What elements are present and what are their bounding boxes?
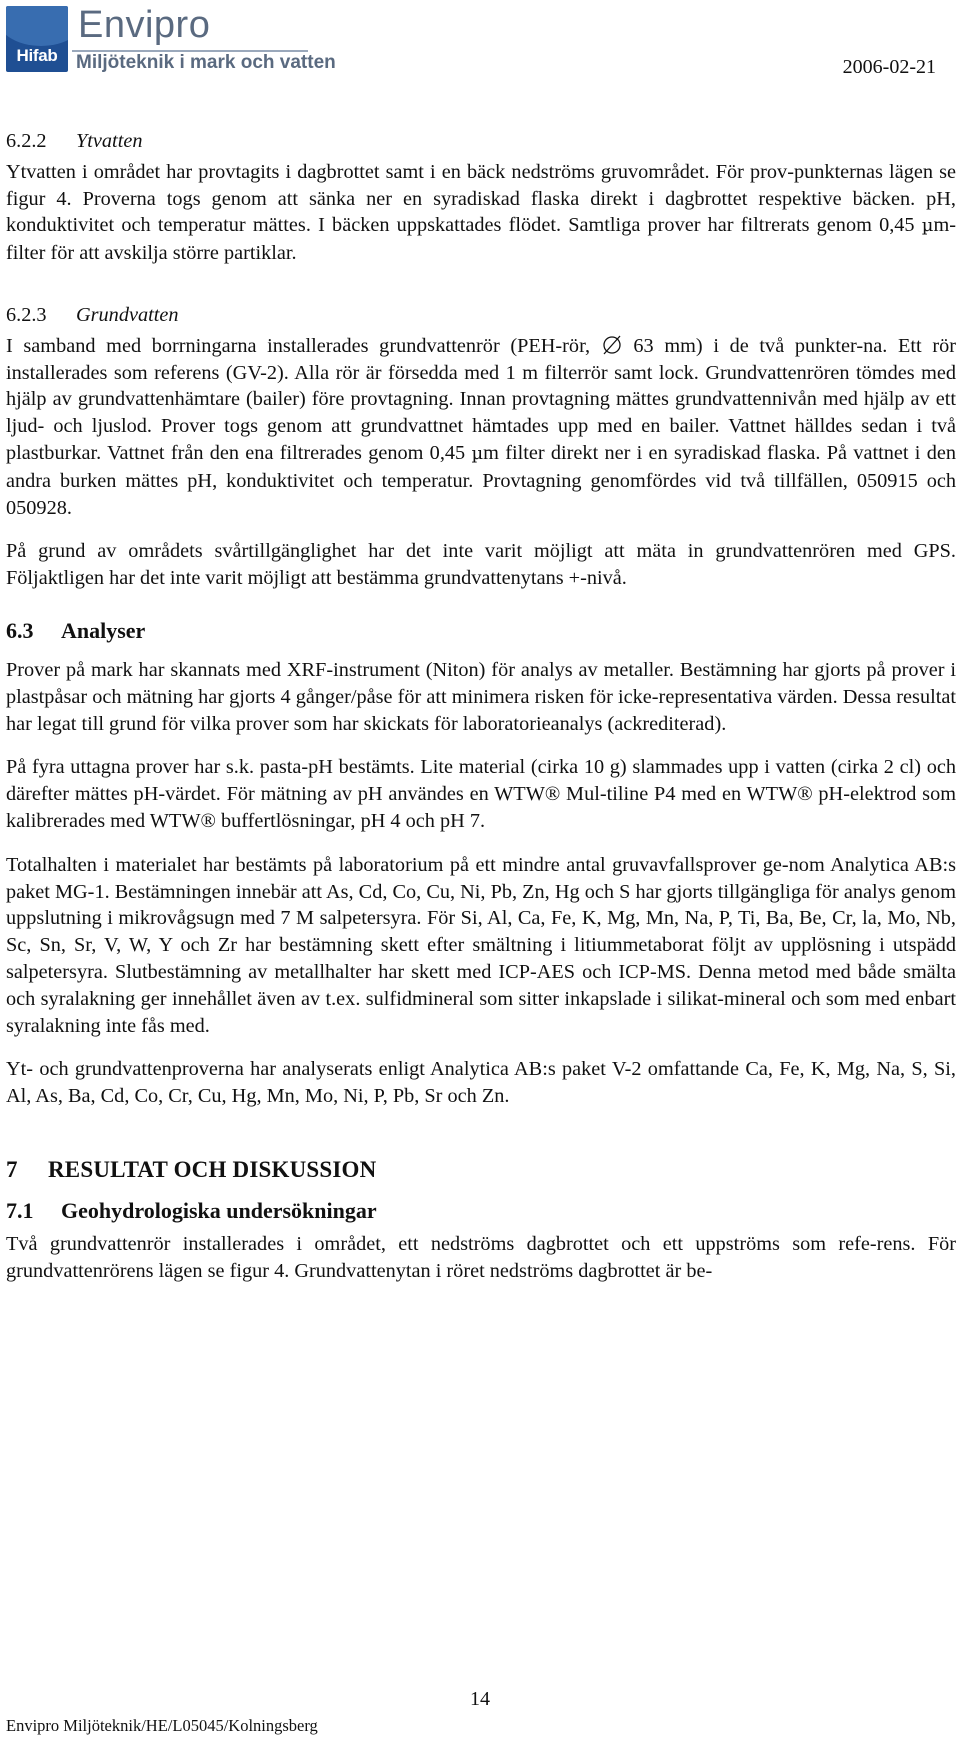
heading-title: Geohydrologiska undersökningar [61,1197,377,1223]
footer-reference: Envipro Miljöteknik/HE/L05045/Kolningsberg [6,1716,318,1735]
heading-title: RESULTAT OCH DISKUSSION [48,1156,377,1182]
heading-title: Ytvatten [76,130,143,152]
heading-7 [6,1155,956,1185]
heading-number: 6.2.3 [6,303,47,326]
paragraph-gps: På grund av områdets svårtillgänglighet har det inte varit möjligt att mäta in grundvattenrören med GPS. Följaktligen har det inte varit möjligt att bestämma grundvattenytans +-nivå. [6,540,956,590]
heading-title: Analyser [61,617,146,643]
logo-subtitle: Miljöteknik i mark och vatten [76,52,336,73]
heading-number: 6.2.2 [6,130,47,152]
company-logo [6,4,336,78]
document-body [6,128,956,1285]
heading-6-3 [6,617,956,645]
heading-number: 7 [6,1156,18,1182]
paragraph-pasta-ph: På fyra uttagna prover har s.k. pasta-pH bestämts. Lite material (cirka 10 g) slammades upp i vatten (cirka 2 cl) och därefter mättes pH-värdet. För mätning av pH användes en WTW® Mul-tiline P4 med en WTW® pH-elektrod som kalibrerades med WTW® buffertlösningar, pH 4 och pH 7. [6,756,956,832]
logo-mark-text: Hifab [16,46,58,65]
paragraph-grundvatten: I samband med borrningarna installerades grundvattenrör (PEH-rör, 63 mm) i de två punkter-na. Ett rör installerades som referens (GV-2). Alla rör är försedda med 1 m filterrör samt lock. Grundvattenrören tömdes med hjälp av grundvattenhämtare (bailer) före provtagning. Innan provtagning mättes grundvattennivån med hjälp av ett ljud- och ljuslod. Prover togs genom att grundvattnet hämtades upp med en bailer. Vattnet hälldes sedan i två plastburkar. Vattnet från den ena filtrerades genom 0,45 µm filter direkt ner i en syradiskad flaska. På vattnet i den andra burken mättes pH, konduktivitet och temperatur. Provtagning genomfördes vid två tillfällen, 050915 och 050928. [6,334,956,519]
document-date: 2006-02-21 [842,56,936,78]
paragraph-geohydrologi: Två grundvattenrör installerades i området, ett nedströms dagbrottet och ett uppströms som refe-rens. För grundvattenrörens lägen se figur 4. Grundvattenytan i röret nedströms dagbrottet är be- [6,1232,956,1282]
paragraph-xrf: Prover på mark har skannats med XRF-instrument (Niton) för analys av metaller. Bestämning har gjorts på prover i plastpåsar och mätning har gjorts 4 gånger/påse för att minimera risken för icke-representativa värden. Dessa resultat har legat till grund för vilka prover som har skickats för laboratorieanalys (ackrediterad). [6,658,956,735]
heading-number: 6.3 [6,617,34,643]
heading-6-2-2 [6,128,956,155]
heading-6-2-3 [6,302,956,329]
diameter-icon [601,334,623,356]
paragraph-ytvatten: Ytvatten i området har provtagits i dagbrottet samt i en bäck nedströms gruvområdet. För prov-punkternas lägen se figur 4. Proverna togs genom att sänka ner en syradiskad flaska direkt i dagbrottet respektive bäcken. pH, konduktivitet och temperatur mättes. I bäcken uppskattades flödet. Samtliga prover har filtrerats genom 0,45 µm-filter för att avskilja större partiklar. [6,160,956,265]
heading-title: Grundvatten [76,303,179,326]
hifab-logo-icon [6,6,68,72]
paragraph-analyspaket: Yt- och grundvattenproverna har analyserats enligt Analytica AB:s paket V-2 omfattande Ca, Fe, K, Mg, Na, S, Si, Al, As, Ba, Cd, Co, Cr, Cu, Hg, Mn, Mo, Ni, P, Pb, Sr och Zn. [6,1058,956,1108]
heading-7-1 [6,1197,956,1225]
logo-title: Envipro [78,4,211,46]
micro-symbol: µ [471,442,484,464]
paragraph-totalhalten: Totalhalten i materialet har bestämts på laboratorium på ett mindre antal gruvavfallsprover ge-nom Analytica AB:s paket MG-1. Bestämningen innebär att As, Cd, Co, Cu, Ni, Pb, Zn, Hg och S har gjorts tillgängliga för analys genom uppslutning i mikrovågsugn med 7 M salpetersyra. För Si, Al, Ca, Fe, K, Mg, Mn, Na, P, Ti, Ba, Be, Cr, la, Mo, Nb, Sc, Sn, Sr, V, W, Y och Zr har bestämning skett efter smältning i litiummetaborat följt av upplösning i utspädd salpetersyra. Slutbestämning av metallhalter har skett med ICP-AES och ICP-MS. Denna metod med både smälta och syralakning ger innehållet även av t.ex. sulfidmineral som sitter inkapslade i silikat-mineral och som med enbart syralakning inte fås med. [6,853,956,1037]
page-number: 14 [470,1688,490,1710]
heading-number: 7.1 [6,1197,34,1223]
micro-symbol: µ [921,215,934,237]
